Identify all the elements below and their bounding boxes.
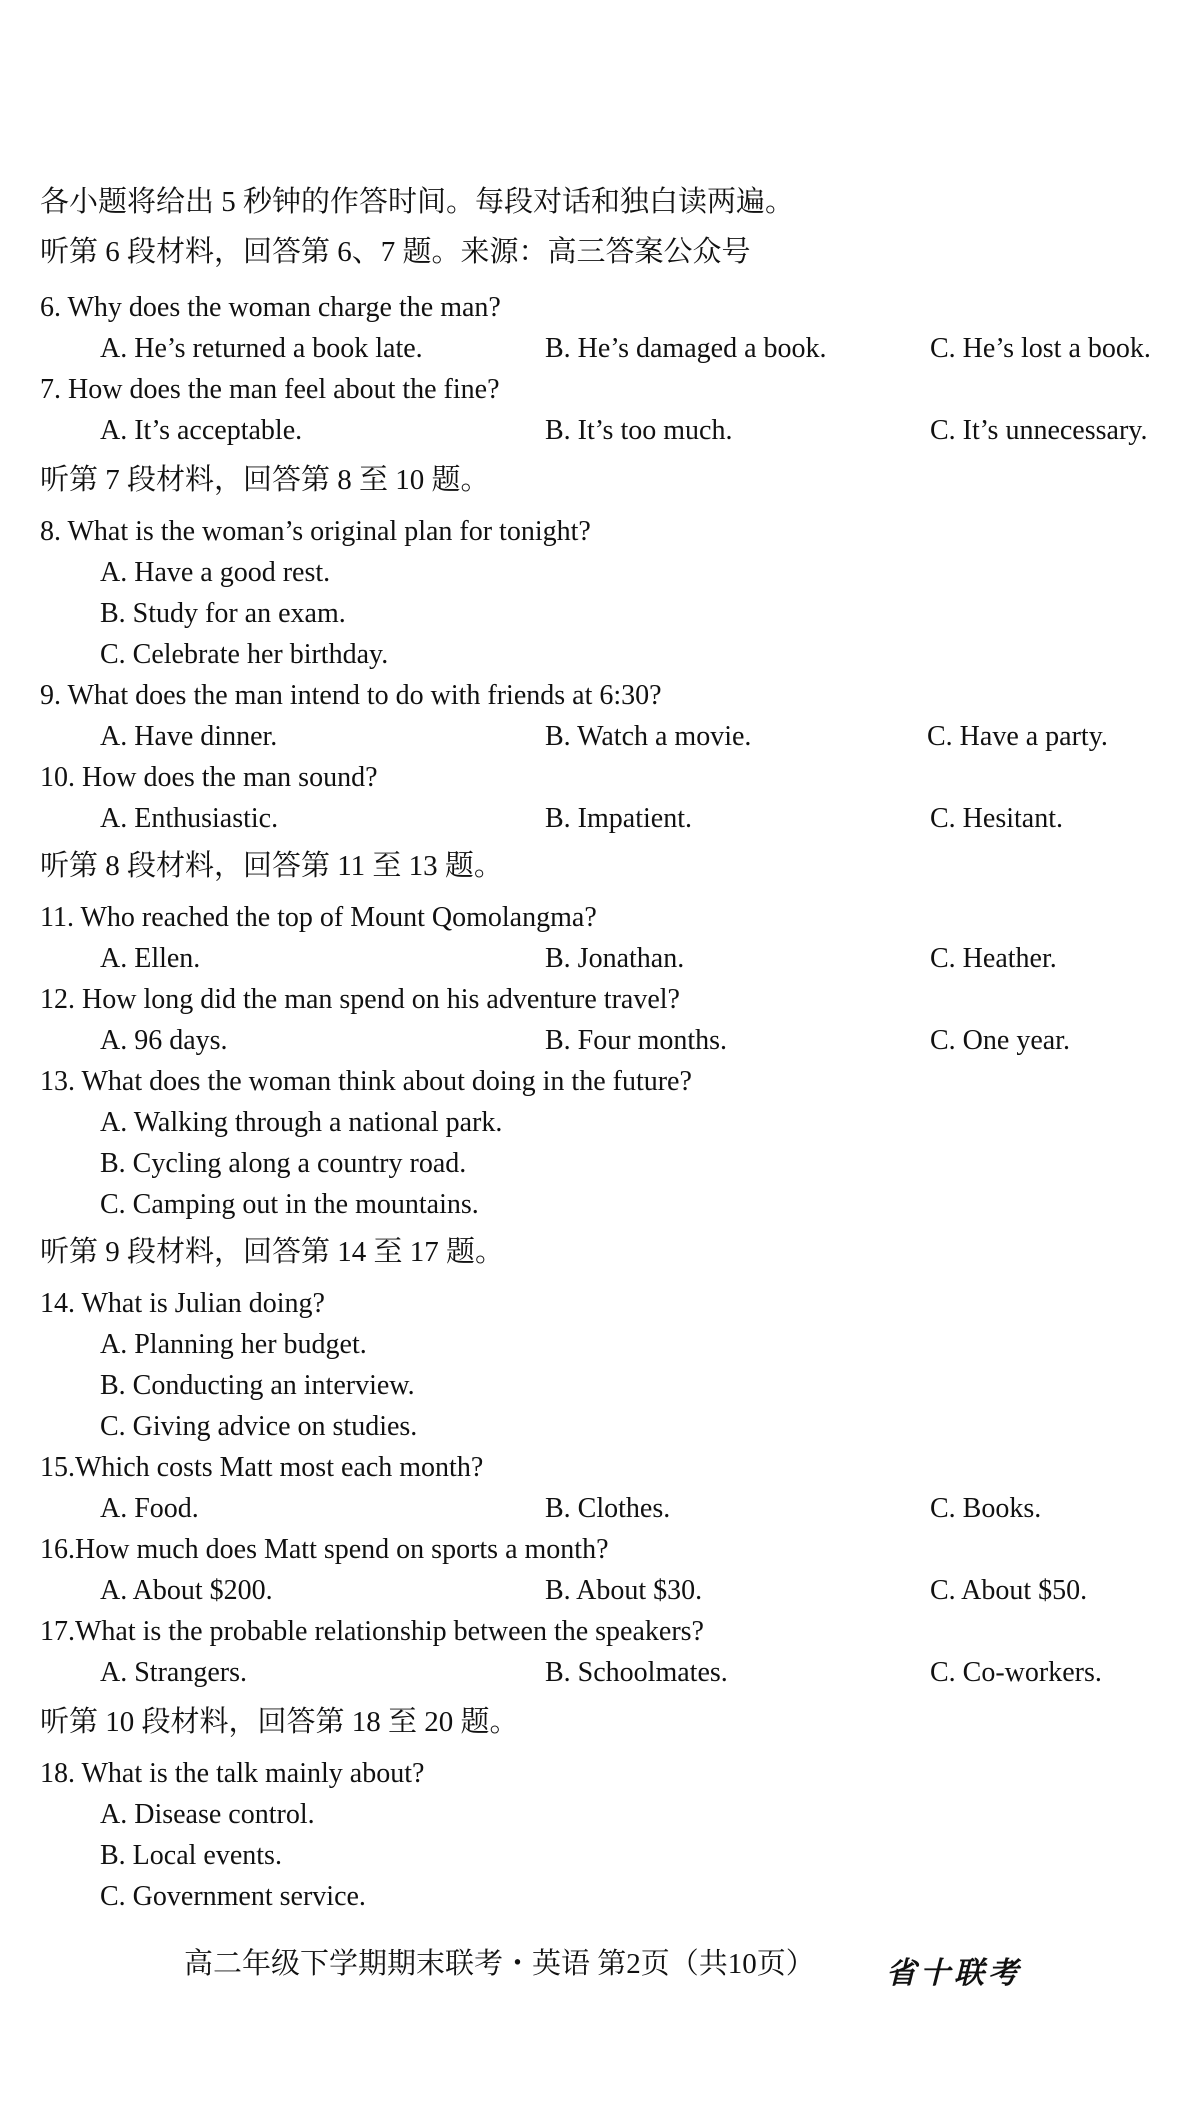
- option-b: B. Watch a movie.: [545, 721, 752, 752]
- section-header: 听第 7 段材料，回答第 8 至 10 题。: [40, 464, 490, 496]
- option-b: B. He’s damaged a book.: [545, 333, 827, 364]
- option-b: B. It’s too much.: [545, 415, 733, 446]
- section-header: 听第 6 段材料，回答第 6、7 题。来源：高三答案公众号: [40, 236, 751, 268]
- option-a: A. He’s returned a book late.: [100, 333, 423, 364]
- question: 14. What is Julian doing?: [40, 1288, 325, 1319]
- intro-text: 各小题将给出 5 秒钟的作答时间。每段对话和独白读两遍。: [40, 186, 795, 218]
- option-b: B. Conducting an interview.: [100, 1370, 415, 1401]
- option-a: A. Have a good rest.: [100, 557, 331, 588]
- option-c: C. About $50.: [930, 1575, 1088, 1606]
- option-a: A. Strangers.: [100, 1657, 247, 1688]
- option-c: C. Co-workers.: [930, 1657, 1102, 1688]
- option-a: A. 96 days.: [100, 1025, 228, 1056]
- option-c: C. Heather.: [930, 943, 1057, 974]
- question: 15.Which costs Matt most each month?: [40, 1452, 484, 1483]
- brand-logo: 省十联考: [886, 1956, 1022, 1991]
- option-a: A. Enthusiastic.: [100, 803, 279, 834]
- option-b: B. Study for an exam.: [100, 598, 346, 629]
- section-header: 听第 10 段材料，回答第 18 至 20 题。: [40, 1706, 519, 1738]
- option-c: C. Giving advice on studies.: [100, 1411, 418, 1442]
- option-c: C. It’s unnecessary.: [930, 415, 1148, 446]
- question: 6. Why does the woman charge the man?: [40, 292, 501, 323]
- option-a: A. Ellen.: [100, 943, 201, 974]
- question: 7. How does the man feel about the fine?: [40, 374, 500, 405]
- option-a: A. Have dinner.: [100, 721, 278, 752]
- option-b: B. Four months.: [545, 1025, 728, 1056]
- option-c: C. Government service.: [100, 1881, 366, 1912]
- question: 12. How long did the man spend on his adventure travel?: [40, 984, 680, 1015]
- option-c: C. Hesitant.: [930, 803, 1063, 834]
- option-a: A. Disease control.: [100, 1799, 315, 1830]
- option-a: A. Walking through a national park.: [100, 1107, 503, 1138]
- option-c: C. Camping out in the mountains.: [100, 1189, 479, 1220]
- question: 17.What is the probable relationship between the speakers?: [40, 1616, 704, 1647]
- option-b: B. Cycling along a country road.: [100, 1148, 467, 1179]
- question: 10. How does the man sound?: [40, 762, 378, 793]
- question: 16.How much does Matt spend on sports a month?: [40, 1534, 609, 1565]
- option-a: A. It’s acceptable.: [100, 415, 303, 446]
- option-b: B. About $30.: [545, 1575, 703, 1606]
- option-b: B. Jonathan.: [545, 943, 685, 974]
- option-c: C. He’s lost a book.: [930, 333, 1151, 364]
- question: 9. What does the man intend to do with friends at 6:30?: [40, 680, 662, 711]
- section-header: 听第 9 段材料，回答第 14 至 17 题。: [40, 1236, 505, 1268]
- option-a: A. Food.: [100, 1493, 199, 1524]
- option-b: B. Schoolmates.: [545, 1657, 728, 1688]
- page-footer: 高二年级下学期期末联考・英语 第2页（共10页）: [184, 1948, 815, 1980]
- option-b: B. Impatient.: [545, 803, 692, 834]
- option-c: C. Celebrate her birthday.: [100, 639, 389, 670]
- question: 8. What is the woman’s original plan for tonight?: [40, 516, 591, 547]
- option-c: C. Books.: [930, 1493, 1042, 1524]
- question: 13. What does the woman think about doing in the future?: [40, 1066, 692, 1097]
- question: 11. Who reached the top of Mount Qomolangma?: [40, 902, 597, 933]
- option-a: A. About $200.: [100, 1575, 273, 1606]
- option-b: B. Local events.: [100, 1840, 282, 1871]
- question: 18. What is the talk mainly about?: [40, 1758, 425, 1789]
- option-a: A. Planning her budget.: [100, 1329, 367, 1360]
- option-c: C. One year.: [930, 1025, 1070, 1056]
- option-b: B. Clothes.: [545, 1493, 671, 1524]
- section-header: 听第 8 段材料，回答第 11 至 13 题。: [40, 850, 503, 882]
- option-c: C. Have a party.: [927, 721, 1108, 752]
